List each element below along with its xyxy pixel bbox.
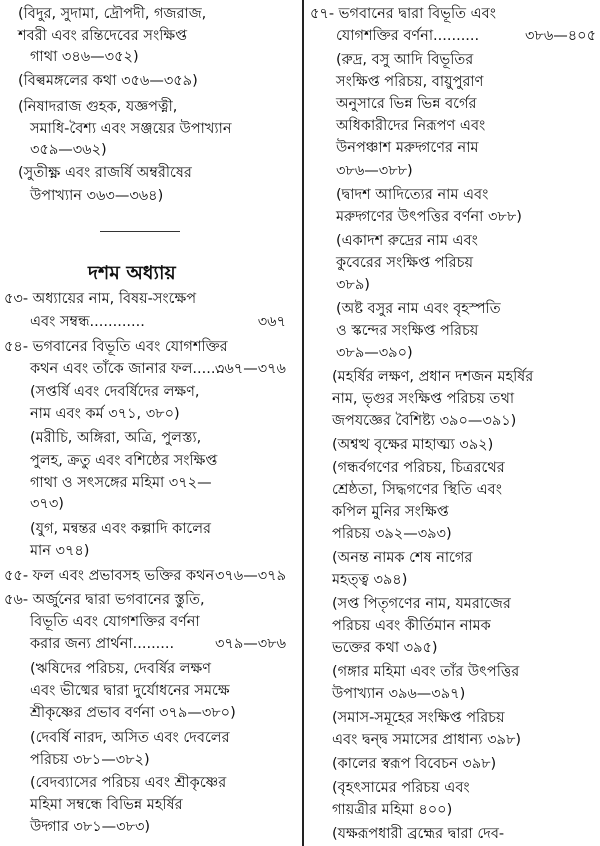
- toc-line: (একাদশ রুদ্রের নাম এবং: [336, 233, 478, 249]
- toc-line: ৫৭- ভগবানের দ্বারা বিভূতি এবং: [310, 6, 496, 22]
- toc-line: কপিল মুনির সংক্ষিপ্ত: [332, 504, 449, 520]
- chapter-heading: দশম অধ্যায়: [88, 262, 176, 284]
- toc-line: সংক্ষিপ্ত পরিচয়, বায়ুপুরাণ: [336, 74, 484, 90]
- toc-line: (বিদুর, সুদামা, দ্রৌপদী, গজরাজ,: [18, 6, 207, 22]
- toc-line: (যক্ষরূপধারী ব্রহ্মের দ্বারা দেব-: [332, 826, 505, 842]
- toc-line: (অনন্ত নামক শেষ নাগের: [332, 550, 473, 566]
- page-range: ৩৭৬—৩৭৯: [214, 568, 286, 584]
- toc-line: নাম এবং কর্ম ৩৭১, ৩৮০): [30, 406, 180, 422]
- toc-line: শ্রেষ্ঠতা, সিদ্ধগণের স্থিতি এবং: [332, 482, 502, 498]
- toc-line: জপযজ্ঞের বৈশিষ্ট্য ৩৯০—৩৯১): [332, 413, 517, 429]
- toc-line: পরিচয় ৩৯২—৩৯৩): [332, 526, 452, 542]
- toc-line: (সুতীক্ষ্ণ এবং রাজর্ষি অম্বরীষের: [18, 165, 192, 181]
- toc-line: এবং দ্বন্দ্ব সমাসের প্রাধান্য ৩৯৮): [332, 732, 522, 748]
- toc-line: (দ্বাদশ আদিত্যের নাম এবং: [336, 187, 489, 203]
- toc-line: মহিমা সম্বন্ধে বিভিন্ন মহর্ষির: [30, 797, 183, 813]
- toc-line: গাথা ৩৪৬—৩৫২): [30, 49, 139, 65]
- toc-line: শ্রীকৃষ্ণের প্রভাব বর্ণনা ৩৭৯—৩৮০): [30, 705, 236, 721]
- toc-line: ৩৮৯—৩৯০): [336, 345, 413, 361]
- toc-line: মরুদ্গণের উৎপত্তির বর্ণনা ৩৮৮): [336, 209, 522, 225]
- section-separator: [100, 231, 180, 232]
- toc-line: ৫৩- অধ্যায়ের নাম, বিষয়-সংক্ষেপ: [4, 291, 197, 307]
- toc-line: (বেদব্যাসের পরিচয় এবং শ্রীকৃষ্ণের: [30, 775, 227, 791]
- toc-line: নাম, ভৃগুর সংক্ষিপ্ত পরিচয় তথা: [332, 391, 515, 407]
- page-range: ৩৬৭: [257, 314, 286, 330]
- toc-line: (দেবর্ষি নারদ, অসিত এবং দেবলের: [30, 730, 230, 746]
- page-range: ৩৮৬—৪০৫: [524, 28, 596, 44]
- toc-line: ৩৮৯): [336, 277, 370, 293]
- toc-line: উপাখ্যান ৩৯৬—৩৯৭): [332, 686, 466, 702]
- toc-line: এবং সম্বন্ধ............: [30, 314, 145, 330]
- toc-line: যোগশক্তির বর্ণনা..........: [336, 28, 480, 44]
- toc-line: উপাখ্যান ৩৬৩—৩৬৪): [30, 188, 164, 204]
- toc-line: অধিকারীদের নিরূপণ এবং: [336, 118, 486, 134]
- toc-line: করার জন্য প্রার্থনা.........: [30, 636, 175, 652]
- toc-line: শবরী এবং রন্তিদেবের সংক্ষিপ্ত: [18, 28, 188, 44]
- page-range: ৩৭৯—৩৮৬: [214, 636, 286, 652]
- toc-line: এবং ভীষ্মের দ্বারা দুর্যোধনের সমক্ষে: [30, 683, 230, 699]
- toc-line: (মহর্ষির লক্ষণ, প্রধান দশজন মহর্ষির: [332, 369, 534, 385]
- toc-line: ৫৫- ফল এবং প্রভাবসহ ভক্তির কথন: [4, 568, 215, 584]
- toc-line: মহত্ত্ব ৩৯৪): [332, 572, 408, 588]
- toc-line: কুবেরের সংক্ষিপ্ত পরিচয়: [336, 255, 474, 271]
- toc-line: (বিল্বমঙ্গলের কথা ৩৫৬—৩৫৯): [18, 73, 198, 89]
- toc-line: উনপঞ্চাশ মরুদ্গণের নাম: [336, 140, 479, 156]
- toc-line: (অশ্বত্থ বৃক্ষের মাহাত্ম্য ৩৯২): [332, 437, 494, 453]
- toc-line: বিভূতি এবং যোগশক্তির বর্ণনা: [30, 614, 200, 630]
- toc-line: (সমাস-সমূহের সংক্ষিপ্ত পরিচয়: [332, 710, 505, 726]
- toc-line: (কালের স্বরূপ বিবেচন ৩৯৮): [332, 756, 497, 772]
- toc-line: (যুগ, মন্বন্তর এবং কল্পাদি কালের: [30, 521, 212, 537]
- toc-line: (নিষাদরাজ গুহক, যজ্ঞপত্নী,: [18, 99, 178, 115]
- toc-line: উদ্গার ৩৮১—৩৮৩): [30, 819, 151, 835]
- toc-line: মান ৩৭৪): [30, 543, 90, 559]
- toc-line: সমাধি-বৈশ্য এবং সঞ্জয়ের উপাখ্যান: [30, 121, 232, 137]
- toc-line: গাথা ও সৎসঙ্গের মহিমা ৩৭২—: [30, 475, 212, 491]
- column-divider: [302, 0, 304, 846]
- toc-line: ভক্তের কথা ৩৯৫): [332, 640, 438, 656]
- toc-line: (মরীচি, অঙ্গিরা, অত্রি, পুলস্ত্য,: [30, 430, 202, 446]
- toc-line: (বৃহৎসামের পরিচয় এবং: [332, 780, 470, 796]
- toc-line: পরিচয় ৩৮১—৩৮২): [30, 752, 150, 768]
- toc-line: ৩৫৯—৩৬২): [30, 142, 107, 158]
- toc-line: (রুদ্র, বসু আদি বিভূতির: [336, 52, 474, 68]
- toc-line: অনুসারে ভিন্ন ভিন্ন বর্গের: [336, 96, 477, 112]
- toc-line: ৫৪- ভগবানের বিভূতি এবং যোগশক্তির: [4, 339, 228, 355]
- toc-line: কথন এবং তাঁকে জানার ফল.......: [30, 361, 225, 377]
- toc-line: ৩৮৬—৩৮৮): [336, 163, 413, 179]
- toc-line: (অষ্ট বসুর নাম এবং বৃহস্পতি: [336, 301, 501, 317]
- toc-line: গায়ত্রীর মহিমা ৪০০): [332, 802, 453, 818]
- toc-line: (ঋষিদের পরিচয়, দেবর্ষির লক্ষণ: [30, 661, 211, 677]
- toc-line: পুলহ, ক্রতু এবং বশিষ্ঠের সংক্ষিপ্ত: [30, 453, 218, 469]
- page-range: ৩৬৭—৩৭৬: [214, 361, 286, 377]
- toc-line: (সপ্তর্ষি এবং দেবর্ষিদের লক্ষণ,: [30, 384, 200, 400]
- toc-line: ৩৭৩): [30, 496, 64, 512]
- toc-line: ৫৬- অর্জুনের দ্বারা ভগবানের স্তুতি,: [4, 592, 205, 608]
- toc-line: (গঙ্গার মহিমা এবং তাঁর উৎপত্তির: [332, 664, 520, 680]
- toc-line: (গন্ধর্বগণের পরিচয়, চিত্ররথের: [332, 460, 505, 476]
- toc-line: (সপ্ত পিতৃগণের নাম, যমরাজের: [332, 596, 511, 612]
- toc-line: পরিচয় এবং কীর্তিমান নামক: [332, 618, 491, 634]
- toc-line: ও স্কন্দের সংক্ষিপ্ত পরিচয়: [336, 323, 479, 339]
